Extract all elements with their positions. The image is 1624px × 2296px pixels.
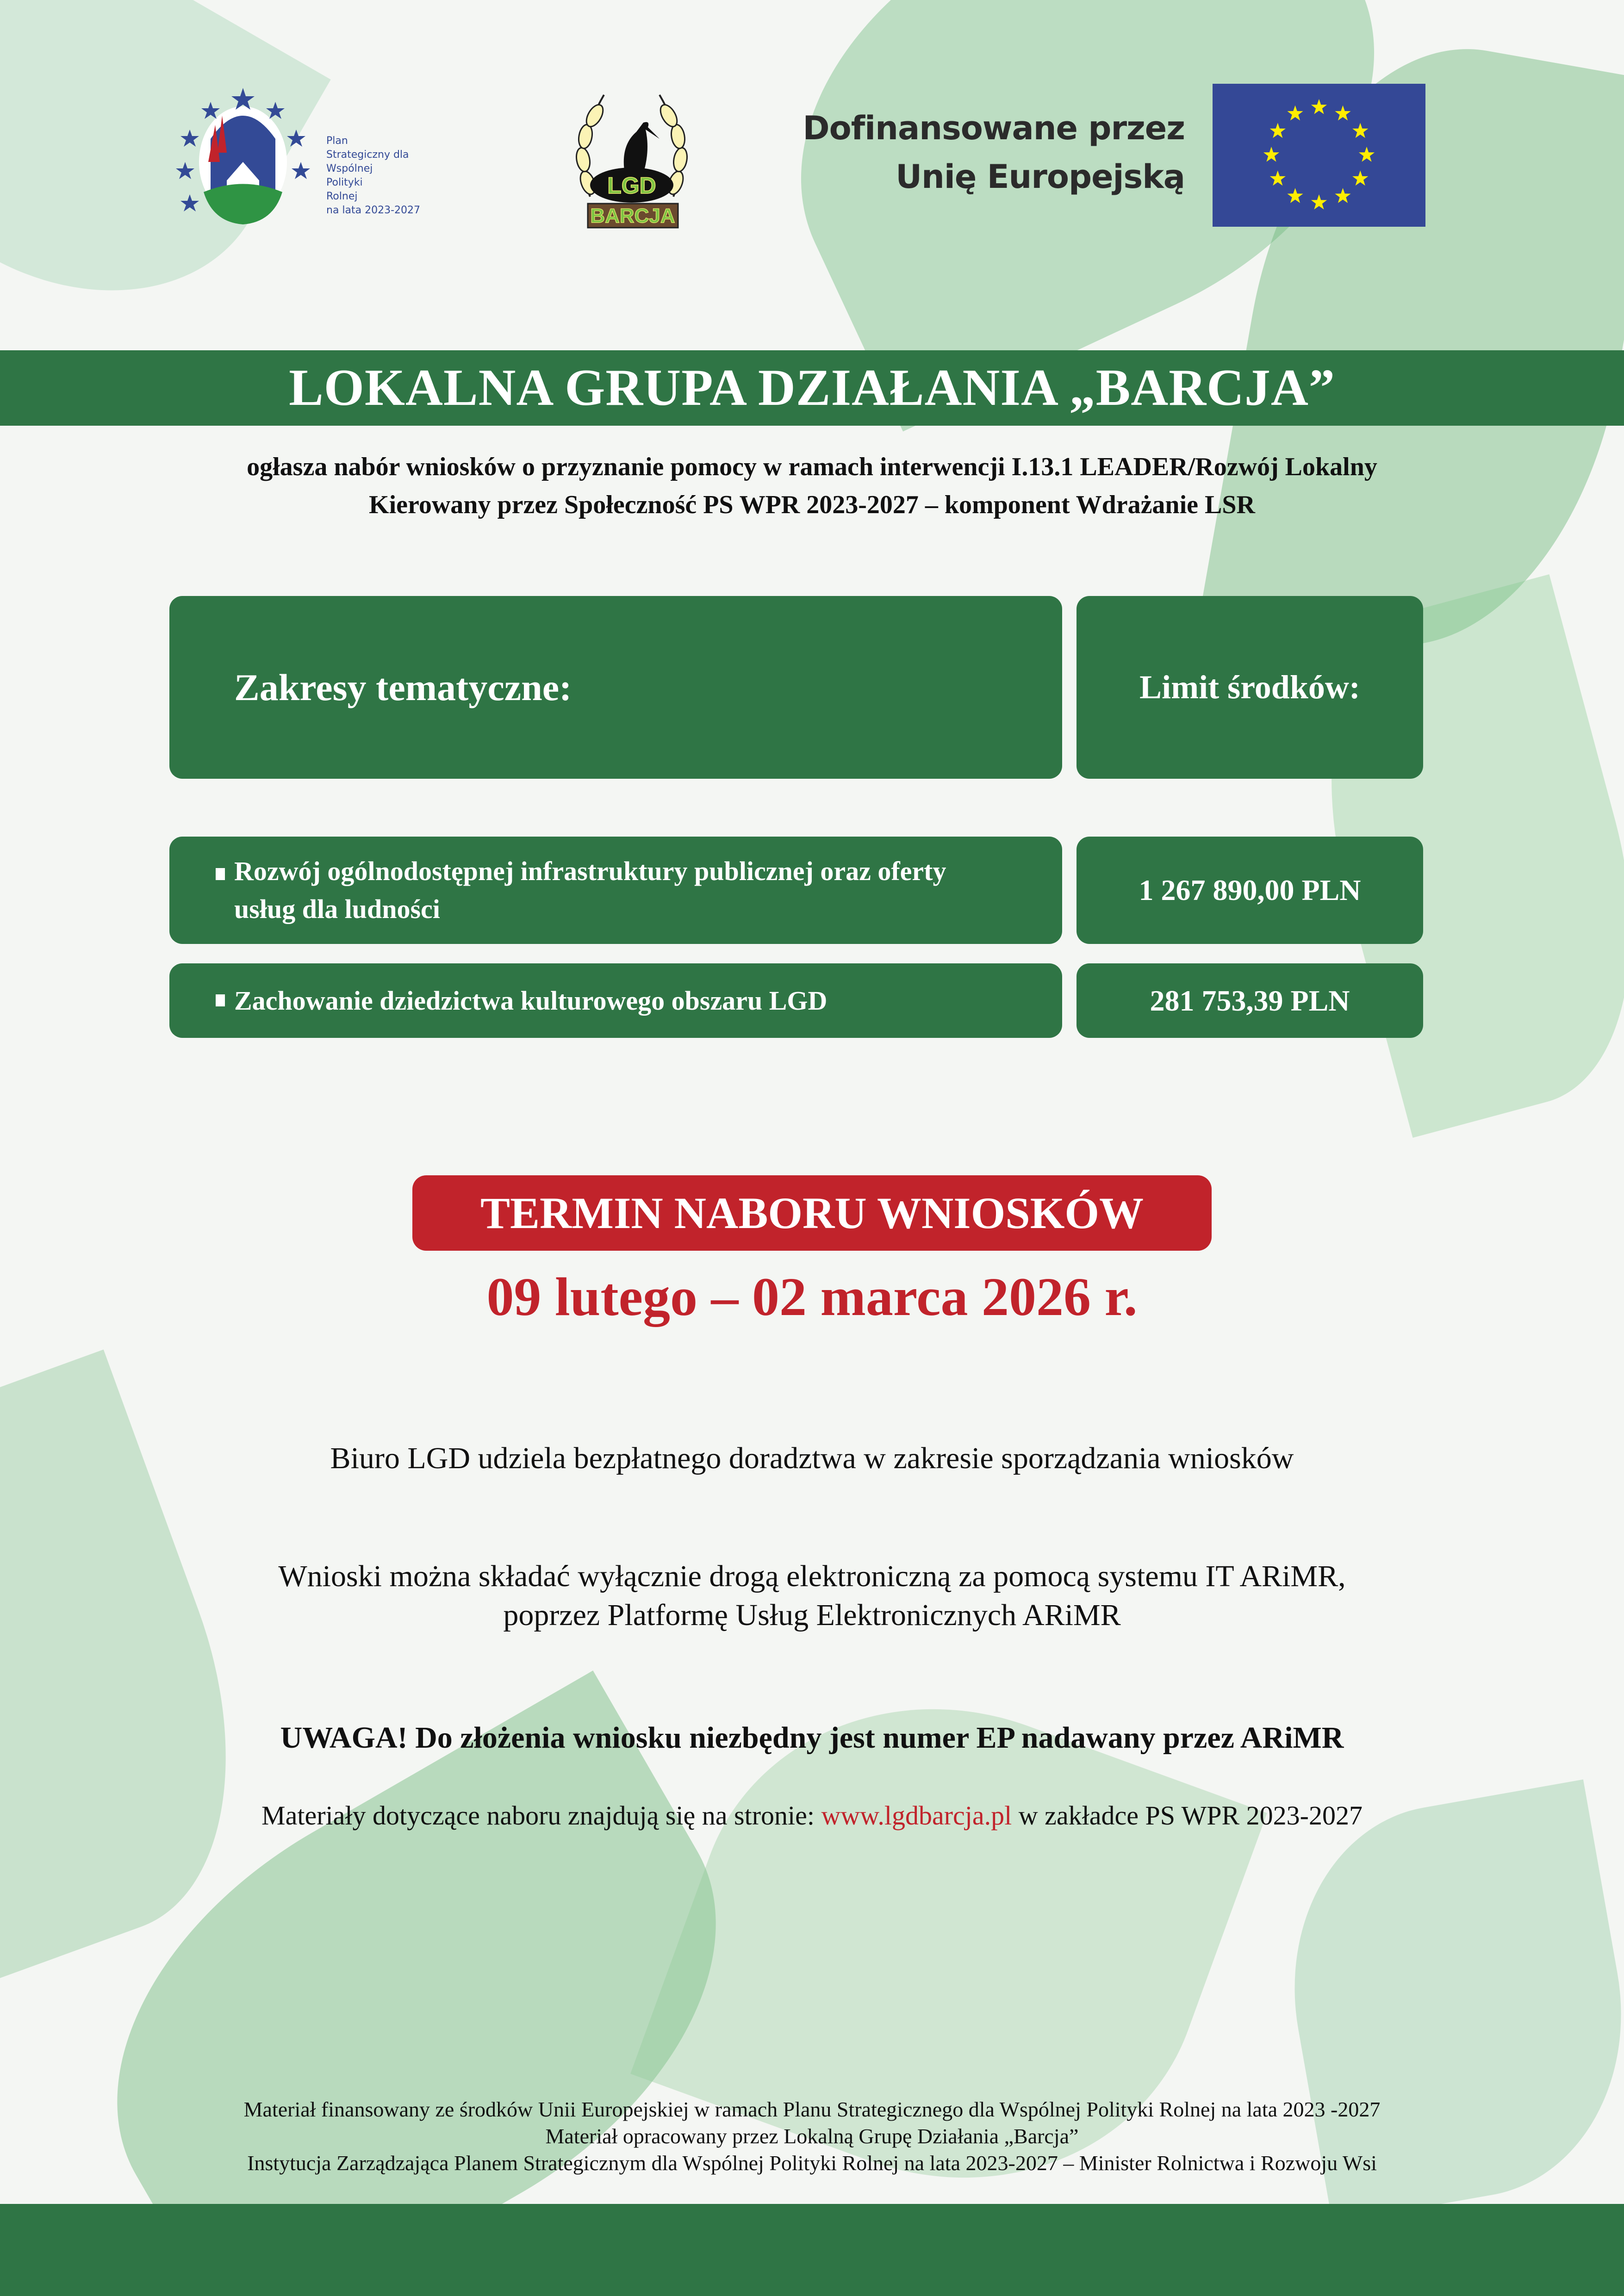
announcement: ogłasza nabór wniosków o przyznanie pomocy w ramach interwencji I.13.1 LEADER/Rozwój Lokalny Kierowany przez Społeczność PS WPR 2023-2027 – komponent Wdrażanie LSR	[247, 453, 1377, 519]
eu-star-icon	[1263, 147, 1279, 162]
eu-star-icon	[1287, 105, 1303, 121]
bullet-icon	[216, 868, 225, 880]
eu-star-icon	[1359, 147, 1375, 162]
column-header-limit: Limit środków:	[1076, 596, 1423, 779]
deadline-badge: TERMIN NABORU WNIOSKÓW	[412, 1175, 1212, 1251]
psp-emblem-icon	[167, 83, 319, 231]
eu-flag-icon	[1213, 84, 1425, 227]
eu-star-icon	[1335, 105, 1350, 121]
bullet-icon	[216, 994, 225, 1006]
warning-text: UWAGA! Do złożenia wniosku niezbędny jest numer EP nadawany przez ARiMR	[280, 1721, 1344, 1755]
footer-notes: Materiał finansowany ze środków Unii Europejskiej w ramach Planu Strategicznego dla Wspólnej Polityki Rolnej na lata 2023 -2027 Materiał opracowany przez Lokalną Grupę Działania „Barcja” Instytucja Zarządzająca Planem Strategicznym dla Wspólnej Polityki Rolnej na lata 2023-2027 – Minister Rolnictwa i Rozwoju Wsi	[243, 2097, 1381, 2175]
table-row-limit: 1 267 890,00 PLN	[1076, 837, 1423, 944]
header-banner	[0, 350, 1624, 426]
lgd-barcja-logo	[562, 81, 701, 229]
stork-wreath-icon	[562, 81, 701, 229]
eu-star-icon	[1270, 123, 1286, 138]
eu-star-icon	[1335, 188, 1350, 203]
lgd-logo-top-text: LGD	[607, 173, 656, 199]
table-row-topic: Zachowanie dziedzictwa kulturowego obszaru LGD	[169, 963, 1062, 1038]
materials-text: Materiały dotyczące naboru znajdują się na stronie: www.lgdbarcja.pl w zakładce PS WPR 2023-2027	[261, 1800, 1363, 1831]
page-title: LOKALNA GRUPA DZIAŁANIA „BARCJA”	[289, 359, 1335, 416]
eu-star-icon	[1287, 188, 1303, 203]
eu-stars	[1213, 84, 1425, 227]
eu-star-icon	[1352, 171, 1368, 186]
lgd-logo-bottom-text: BARCJA	[590, 205, 675, 227]
eu-star-icon	[1352, 123, 1368, 138]
psp-logo-text: Plan Strategiczny dla Wspólnej Polityki Rolnej na lata 2023-2027	[326, 135, 421, 216]
eu-star-icon	[1311, 99, 1327, 114]
website-link[interactable]: www.lgdbarcja.pl	[821, 1800, 1012, 1831]
cofunded-by-eu-text: Dofinansowane przez Unię Europejską	[803, 109, 1185, 196]
psp-logo	[167, 83, 444, 231]
table-row-topic: Rozwój ogólnodostępnej infrastruktury publicznej oraz oferty usług dla ludności	[169, 837, 1062, 944]
footer-bar	[0, 2204, 1624, 2296]
eu-star-icon	[1311, 194, 1327, 210]
advice-text: Biuro LGD udziela bezpłatnego doradztwa w zakresie sporządzania wniosków	[330, 1441, 1294, 1475]
table-row-limit: 281 753,39 PLN	[1076, 963, 1423, 1038]
eu-star-icon	[1270, 171, 1286, 186]
column-header-topics: Zakresy tematyczne:	[169, 596, 1062, 779]
submission-text: Wnioski można składać wyłącznie drogą elektroniczną za pomocą systemu IT ARiMR, poprzez Platformę Usług Elektronicznych ARiMR	[278, 1559, 1346, 1632]
deadline-dates: 09 lutego – 02 marca 2026 r.	[486, 1266, 1138, 1327]
